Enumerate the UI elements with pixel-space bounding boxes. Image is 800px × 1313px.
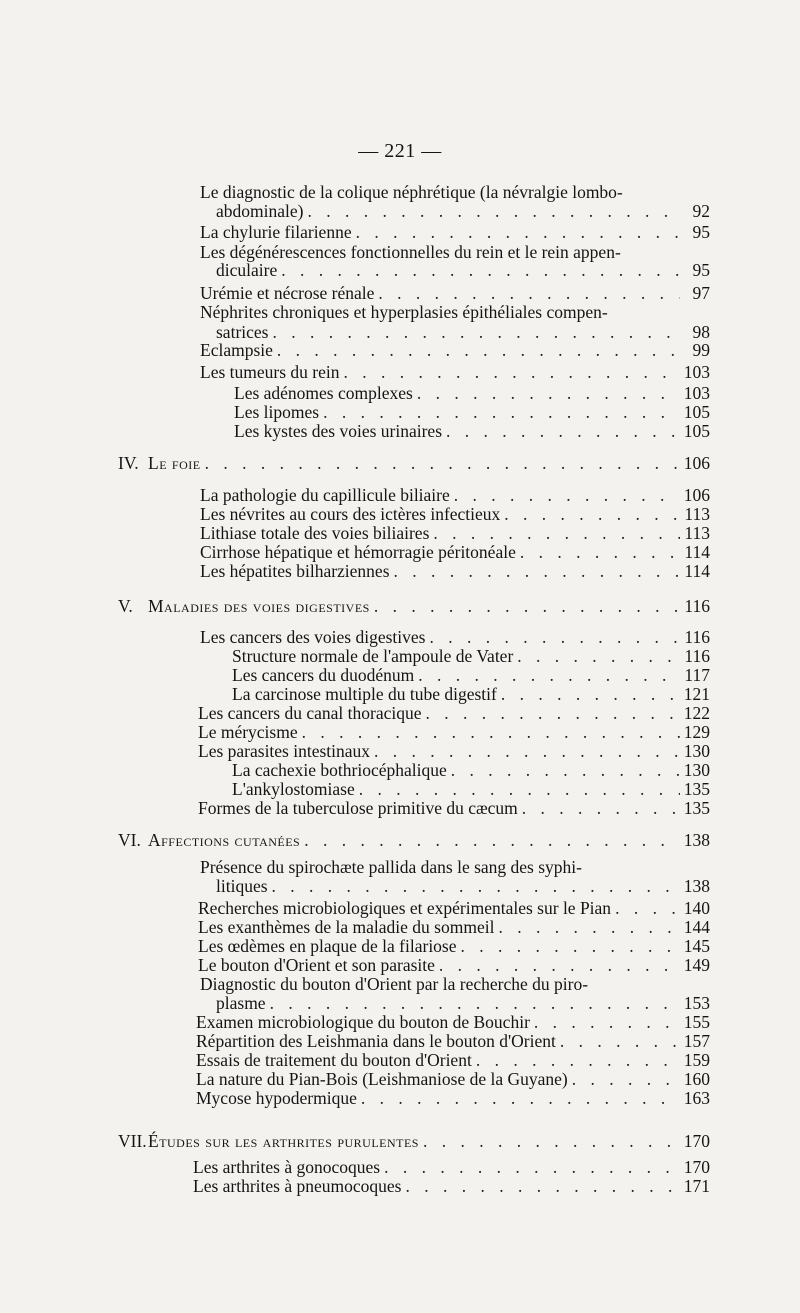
entry-title: L'ankylostomiase xyxy=(232,779,355,799)
dot-leader xyxy=(520,542,680,562)
page-ref: 149 xyxy=(683,955,710,975)
page-ref: 130 xyxy=(683,760,710,780)
entry-title: litiques xyxy=(216,876,268,896)
dot-leader xyxy=(534,1012,680,1032)
entry-title: Structure normale de l'ampoule de Vater xyxy=(232,646,514,666)
page-ref: 135 xyxy=(683,779,710,799)
dot-leader xyxy=(277,340,680,360)
toc-section-heading xyxy=(118,596,710,616)
dot-leader xyxy=(615,898,680,918)
toc-entry xyxy=(198,936,710,956)
toc-entry xyxy=(196,1088,710,1108)
toc-entry xyxy=(196,1069,710,1089)
entry-title: Les tumeurs du rein xyxy=(200,362,340,382)
page-ref: 130 xyxy=(683,741,710,761)
entry-title: diculaire xyxy=(216,260,278,280)
page-ref: 116 xyxy=(684,596,710,616)
toc-entry xyxy=(232,684,710,704)
toc-entry xyxy=(198,798,710,818)
dot-leader xyxy=(307,201,680,221)
page-ref: 114 xyxy=(684,561,710,581)
entry-title: La cachexie bothriocéphalique xyxy=(232,760,447,780)
page-ref: 95 xyxy=(692,260,710,280)
dot-leader xyxy=(205,453,680,473)
page-ref: 122 xyxy=(683,703,710,723)
toc-entry xyxy=(232,760,710,780)
section-title: Le foie xyxy=(148,453,201,473)
entry-title: Mycose hypodermique xyxy=(196,1088,357,1108)
dot-leader xyxy=(426,703,680,723)
dot-leader xyxy=(361,1088,680,1108)
dot-leader xyxy=(270,993,680,1013)
entry-title: Cirrhose hépatique et hémorragie péritonéale xyxy=(200,542,516,562)
page-ref: 103 xyxy=(683,362,710,382)
dot-leader xyxy=(384,1157,680,1177)
entry-title: La carcinose multiple du tube digestif xyxy=(232,684,497,704)
entry-title: Les lipomes xyxy=(234,402,320,422)
entry-title: Lithiase totale des voies biliaires xyxy=(200,523,430,543)
toc-entry xyxy=(198,722,710,742)
toc-entry xyxy=(200,542,710,562)
toc-entry-first-line: Présence du spirochæte pallida dans le sang des syphi- xyxy=(200,857,582,877)
toc-entry xyxy=(200,627,710,647)
toc-entry xyxy=(234,421,710,441)
entry-title: Le mérycisme xyxy=(198,722,298,742)
page-ref: 117 xyxy=(684,665,710,685)
entry-title: Les arthrites à gonocoques xyxy=(193,1157,381,1177)
dot-leader xyxy=(374,596,680,616)
page-ref: 170 xyxy=(683,1131,710,1151)
toc-entry xyxy=(198,917,710,937)
entry-title: Eclampsie xyxy=(200,340,273,360)
section-number: IV. xyxy=(118,453,139,473)
toc-entry xyxy=(200,523,710,543)
page-ref: 159 xyxy=(683,1050,710,1070)
toc-section-heading xyxy=(118,1131,710,1151)
toc-entry xyxy=(198,955,710,975)
toc-entry xyxy=(200,283,710,303)
entry-title: Les parasites intestinaux xyxy=(198,741,371,761)
page-ref: 98 xyxy=(692,322,710,342)
dot-leader xyxy=(454,485,680,505)
toc-entry xyxy=(196,1031,710,1051)
page-ref: 95 xyxy=(692,222,710,242)
dot-leader xyxy=(304,830,680,850)
dot-leader xyxy=(394,561,680,581)
dot-leader xyxy=(504,504,680,524)
entry-title: Les cancers du duodénum xyxy=(232,665,415,685)
page-ref: 121 xyxy=(683,684,710,704)
page-ref: 153 xyxy=(683,993,710,1013)
toc-entry xyxy=(232,646,710,666)
dot-leader xyxy=(429,627,680,647)
dot-leader xyxy=(359,779,680,799)
dot-leader xyxy=(501,684,680,704)
dot-leader xyxy=(418,665,680,685)
toc-entry-first-line: Diagnostic du bouton d'Orient par la recherche du piro- xyxy=(200,974,589,994)
entry-title: plasme xyxy=(216,993,266,1013)
page-ref: 105 xyxy=(683,421,710,441)
page-ref: 157 xyxy=(683,1031,710,1051)
toc-entry xyxy=(196,1012,710,1032)
toc-entry xyxy=(198,741,710,761)
dot-leader xyxy=(417,383,680,403)
page-ref: 92 xyxy=(692,201,710,221)
toc-entry xyxy=(200,222,710,242)
dot-leader xyxy=(439,955,680,975)
dot-leader xyxy=(522,798,680,818)
toc-entry xyxy=(232,779,710,799)
page-ref: 103 xyxy=(683,383,710,403)
toc-entry xyxy=(200,504,710,524)
toc-entry xyxy=(216,876,710,896)
dot-leader xyxy=(356,222,680,242)
dot-leader xyxy=(433,523,680,543)
page-ref: 116 xyxy=(684,646,710,666)
toc-entry xyxy=(216,322,710,342)
toc-entry xyxy=(232,665,710,685)
page-ref: 116 xyxy=(684,627,710,647)
entry-title: La nature du Pian-Bois (Leishmaniose de la Guyane) xyxy=(196,1069,568,1089)
section-number: VI. xyxy=(118,830,141,850)
section-title: Maladies des voies digestives xyxy=(148,596,370,616)
dot-leader xyxy=(572,1069,680,1089)
page-ref: 163 xyxy=(683,1088,710,1108)
page-ref: 113 xyxy=(684,523,710,543)
dot-leader xyxy=(343,362,679,382)
toc-entry xyxy=(193,1157,710,1177)
toc-entry-first-line: Le diagnostic de la colique néphrétique (la névralgie lombo- xyxy=(200,182,623,202)
toc-entry-first-line: Néphrites chroniques et hyperplasies épithéliales compen- xyxy=(200,302,608,322)
page-ref: 97 xyxy=(692,283,710,303)
page-ref: 113 xyxy=(684,504,710,524)
toc-entry xyxy=(198,703,710,723)
toc-entry xyxy=(193,1176,710,1196)
page-ref: 160 xyxy=(683,1069,710,1089)
dot-leader xyxy=(423,1131,680,1151)
entry-title: Les adénomes complexes xyxy=(234,383,413,403)
page-ref: 155 xyxy=(683,1012,710,1032)
entry-title: Les kystes des voies urinaires xyxy=(234,421,443,441)
toc-entry xyxy=(198,898,710,918)
dot-leader xyxy=(378,283,680,303)
entry-title: La chylurie filarienne xyxy=(200,222,352,242)
entry-title: Recherches microbiologiques et expérimentales sur le Pian xyxy=(198,898,612,918)
page-ref: 138 xyxy=(683,830,710,850)
dot-leader xyxy=(517,646,680,666)
dot-leader xyxy=(281,260,680,280)
toc-entry xyxy=(216,993,710,1013)
page-ref: 144 xyxy=(683,917,710,937)
toc-entry xyxy=(234,402,710,422)
page-ref: 145 xyxy=(683,936,710,956)
entry-title: Répartition des Leishmania dans le bouton d'Orient xyxy=(196,1031,556,1051)
dot-leader xyxy=(302,722,680,742)
dot-leader xyxy=(560,1031,680,1051)
dot-leader xyxy=(272,876,680,896)
toc-entry xyxy=(200,340,710,360)
entry-title: satrices xyxy=(216,322,269,342)
page-ref: 135 xyxy=(683,798,710,818)
entry-title: Les exanthèmes de la maladie du sommeil xyxy=(198,917,495,937)
toc-section-heading xyxy=(118,453,710,473)
entry-title: Les œdèmes en plaque de la filariose xyxy=(198,936,457,956)
entry-title: Les arthrites à pneumocoques xyxy=(193,1176,402,1196)
page-ref: 129 xyxy=(683,722,710,742)
section-title: Études sur les arthrites purulentes xyxy=(148,1131,419,1151)
entry-title: Urémie et nécrose rénale xyxy=(200,283,375,303)
page-ref: 171 xyxy=(683,1176,710,1196)
entry-title: Les cancers du canal thoracique xyxy=(198,703,422,723)
page-ref: 114 xyxy=(684,542,710,562)
entry-title: Les hépatites bilharziennes xyxy=(200,561,390,581)
dot-leader xyxy=(405,1176,679,1196)
dot-leader xyxy=(446,421,680,441)
entry-title: Les cancers des voies digestives xyxy=(200,627,426,647)
toc-entry xyxy=(200,561,710,581)
dot-leader xyxy=(374,741,680,761)
dot-leader xyxy=(272,322,680,342)
entry-title: Essais de traitement du bouton d'Orient xyxy=(196,1050,472,1070)
page-ref: 105 xyxy=(683,402,710,422)
page-ref: 106 xyxy=(683,453,710,473)
toc-entry xyxy=(234,383,710,403)
entry-title: Les névrites au cours des ictères infectieux xyxy=(200,504,501,524)
toc-entry xyxy=(216,201,710,221)
section-number: VII. xyxy=(118,1131,147,1151)
entry-title: Formes de la tuberculose primitive du cæcum xyxy=(198,798,518,818)
entry-title: Le bouton d'Orient et son parasite xyxy=(198,955,435,975)
page-ref: 106 xyxy=(683,485,710,505)
dot-leader xyxy=(476,1050,680,1070)
page-ref: 138 xyxy=(683,876,710,896)
section-title: Affections cutanées xyxy=(148,830,301,850)
entry-title: abdominale) xyxy=(216,201,304,221)
dot-leader xyxy=(451,760,680,780)
dot-leader xyxy=(461,936,680,956)
toc-section-heading xyxy=(118,830,710,850)
toc-entry xyxy=(200,362,710,382)
toc-entry-first-line: Les dégénérescences fonctionnelles du rein et le rein appen- xyxy=(200,242,621,262)
entry-title: Examen microbiologique du bouton de Bouchir xyxy=(196,1012,530,1032)
page-number: — 221 — xyxy=(358,140,442,162)
toc-entry xyxy=(200,485,710,505)
page-ref: 99 xyxy=(692,340,710,360)
toc-entry xyxy=(196,1050,710,1070)
dot-leader xyxy=(323,402,680,422)
entry-title: La pathologie du capillicule biliaire xyxy=(200,485,450,505)
page-ref: 170 xyxy=(683,1157,710,1177)
toc-entry xyxy=(216,260,710,280)
dot-leader xyxy=(498,917,679,937)
page-ref: 140 xyxy=(683,898,710,918)
section-number: V. xyxy=(118,596,133,616)
